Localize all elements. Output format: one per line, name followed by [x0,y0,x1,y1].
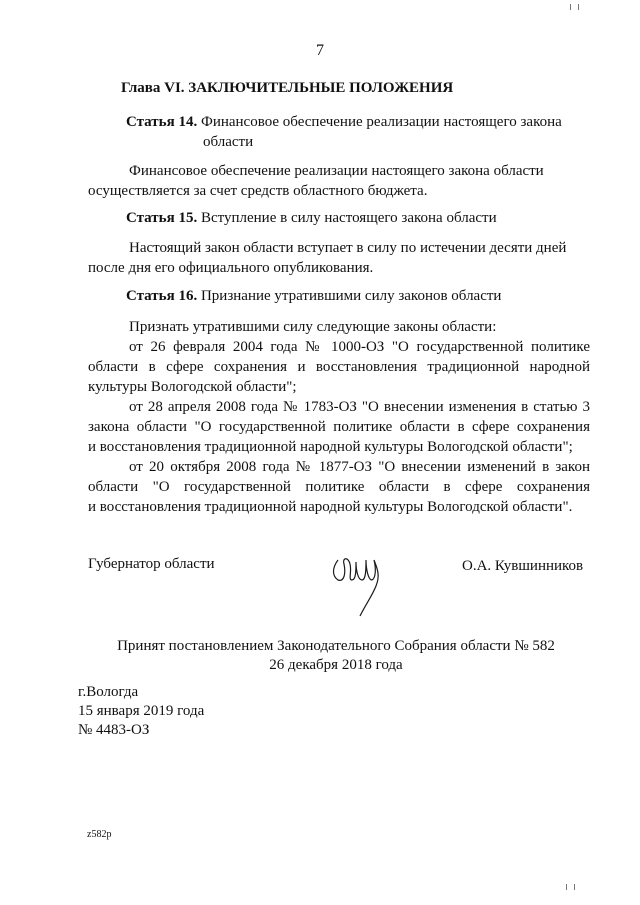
repealed-law-line: от 28 апреля 2008 года № 1783-ОЗ "О внесении изменения в статью 3 [129,399,590,415]
article-15-label: Статья 15. [126,210,198,226]
article-15-body-line1: Настоящий закон области вступает в силу по истечении десяти дней [129,240,567,256]
repealed-law-line: закона области "О государственной политике области в сфере сохранения [88,419,590,435]
repealed-law-item [88,337,590,397]
repealed-law-line: культуры Вологодской области"; [88,379,297,395]
scan-mark [566,884,567,890]
repealed-law-line: от 20 октября 2008 года № 1877-ОЗ "О внесении изменений в закон [129,459,590,475]
article-14-body-line1: Финансовое обеспечение реализации настоящего закона области [129,163,544,179]
article-14-label: Статья 14. [126,114,198,130]
adoption-line1: Принят постановлением Законодательного Собрания области № 582 [117,638,555,654]
repealed-law-line: и восстановления традиционной народной культуры Вологодской области". [88,499,573,515]
governor-position: Губернатор области [88,556,215,572]
chapter-title: Глава VI. ЗАКЛЮЧИТЕЛЬНЫЕ ПОЛОЖЕНИЯ [121,80,454,96]
repealed-law-line: и восстановления традиционной народной культуры Вологодской области"; [88,439,573,455]
scan-mark [578,4,579,10]
article-14-body-line2: осуществляется за счет средств областного бюджета. [88,183,428,199]
repealed-law-item [88,397,590,457]
repealed-law-item [88,457,590,517]
article-14-body [88,161,590,201]
article-15-body-line2: после дня его официального опубликования. [88,260,374,276]
document-code: z582р [87,829,112,840]
article-15-title: Вступление в силу настоящего закона области [200,210,497,226]
signing-details [78,683,204,740]
article-16-label: Статья 16. [126,288,198,304]
signing-place: г.Вологда [78,684,139,700]
scan-mark [570,4,571,10]
adoption-note [0,637,640,675]
adoption-line2: 26 декабря 2018 года [269,657,403,673]
article-14-title-line1: Финансовое обеспечение реализации настоящего закона [200,114,562,130]
article-16-title: Признание утратившими силу законов области [200,288,502,304]
page-number: 7 [316,42,324,59]
article-16-intro: Признать утратившими силу следующие законы области: [129,319,497,335]
handwritten-signature [330,540,390,620]
law-number: № 4483-ОЗ [78,722,150,738]
scan-mark [574,884,575,890]
repealed-law-line: от 26 февраля 2004 года № 1000-ОЗ "О государственной политике [129,339,590,355]
repealed-law-line: области "О государственной политике области в сфере сохранения [88,479,590,495]
governor-name: О.А. Кувшинников [462,558,584,574]
article-16-heading [126,286,501,306]
article-15-body [88,238,590,278]
article-14-title-line2: области [203,134,254,150]
repealed-law-line: области в сфере сохранения и восстановления традиционной народной [88,359,590,375]
signing-date: 15 января 2019 года [78,703,205,719]
article-14-heading [126,112,596,132]
article-16-body [88,317,590,517]
article-15-heading [126,208,497,228]
